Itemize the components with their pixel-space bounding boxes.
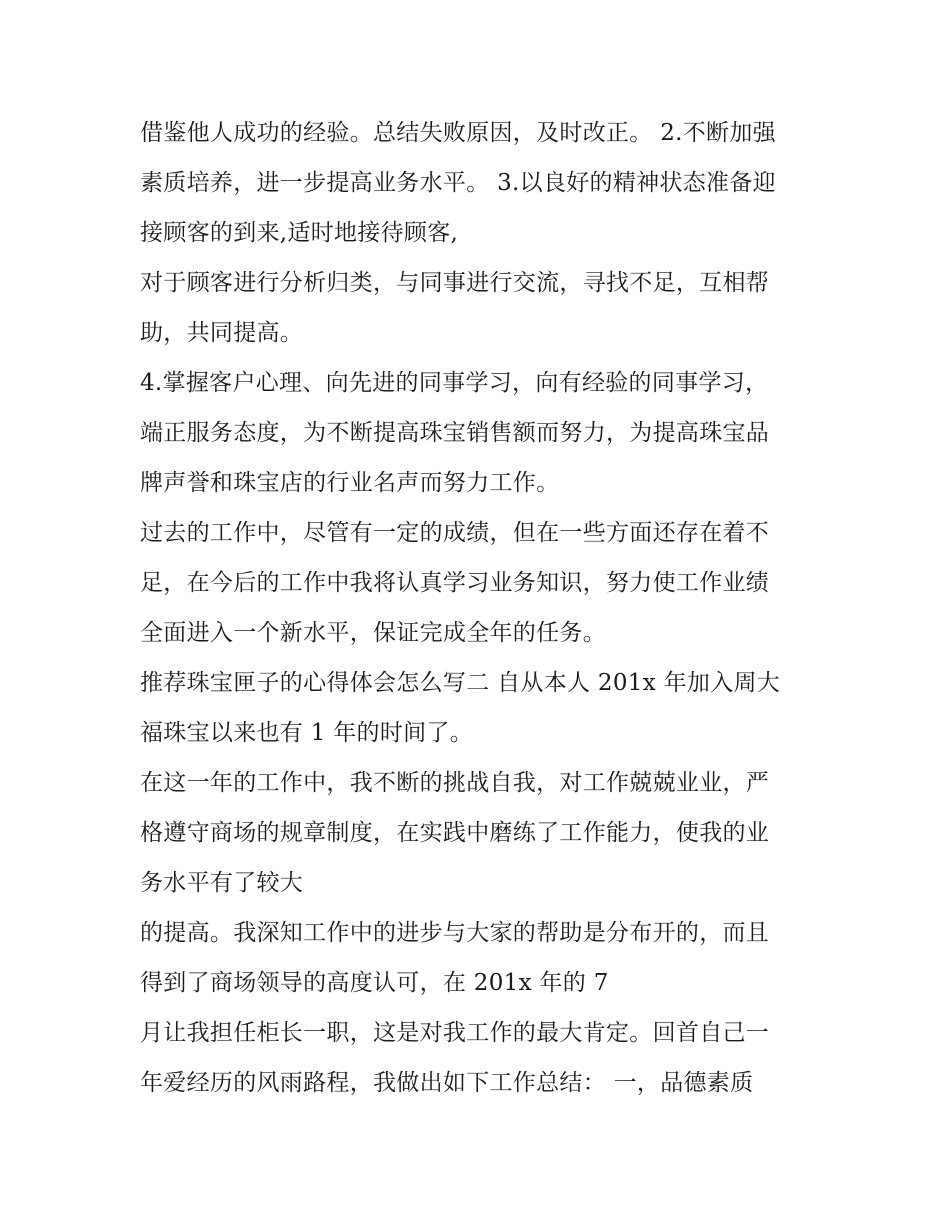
text-line: 牌声誉和珠宝店的行业名声而努力工作。 — [140, 470, 560, 496]
text-line: 助，共同提高。 — [140, 320, 304, 346]
text-line: 福珠宝以来也有 1 年的时间了。 — [140, 720, 474, 746]
text-line: 足，在今后的工作中我将认真学习业务知识，努力使工作业绩 — [140, 570, 770, 596]
text-line: 月让我担任柜长一职，这是对我工作的最大肯定。回首自己一 — [140, 1020, 770, 1046]
text-line: 端正服务态度，为不断提高珠宝销售额而努力，为提高珠宝品 — [140, 420, 770, 446]
text-line: 务水平有了较大 — [140, 870, 304, 896]
text-line: 借鉴他人成功的经验。总结失败原因，及时改正。 2.不断加强 — [140, 120, 776, 146]
text-line: 格遵守商场的规章制度，在实践中磨练了工作能力，使我的业 — [140, 820, 770, 846]
text-line: 年爱经历的风雨路程，我做出如下工作总结： 一，品德素质 — [140, 1070, 754, 1096]
document-body — [140, 108, 820, 1108]
text-line: 4.掌握客户心理、向先进的同事学习，向有经验的同事学习， — [140, 370, 769, 396]
text-line: 全面进入一个新水平，保证完成全年的任务。 — [140, 620, 606, 646]
text-line: 对于顾客进行分析归类，与同事进行交流，寻找不足，互相帮 — [140, 270, 770, 296]
text-line: 素质培养，进一步提高业务水平。 3.以良好的精神状态准备迎 — [140, 170, 776, 196]
text-line: 的提高。我深知工作中的进步与大家的帮助是分布开的，而且 — [140, 920, 770, 946]
text-line: 在这一年的工作中，我不断的挑战自我，对工作兢兢业业，严 — [140, 770, 770, 796]
text-line: 过去的工作中，尽管有一定的成绩，但在一些方面还存在着不 — [140, 520, 770, 546]
text-line: 接顾客的到来,适时地接待顾客, — [140, 220, 459, 246]
text-line: 得到了商场领导的高度认可，在 201x 年的 7 — [140, 970, 609, 996]
text-line: 推荐珠宝匣子的心得体会怎么写二 自从本人 201x 年加入周大 — [140, 670, 781, 696]
